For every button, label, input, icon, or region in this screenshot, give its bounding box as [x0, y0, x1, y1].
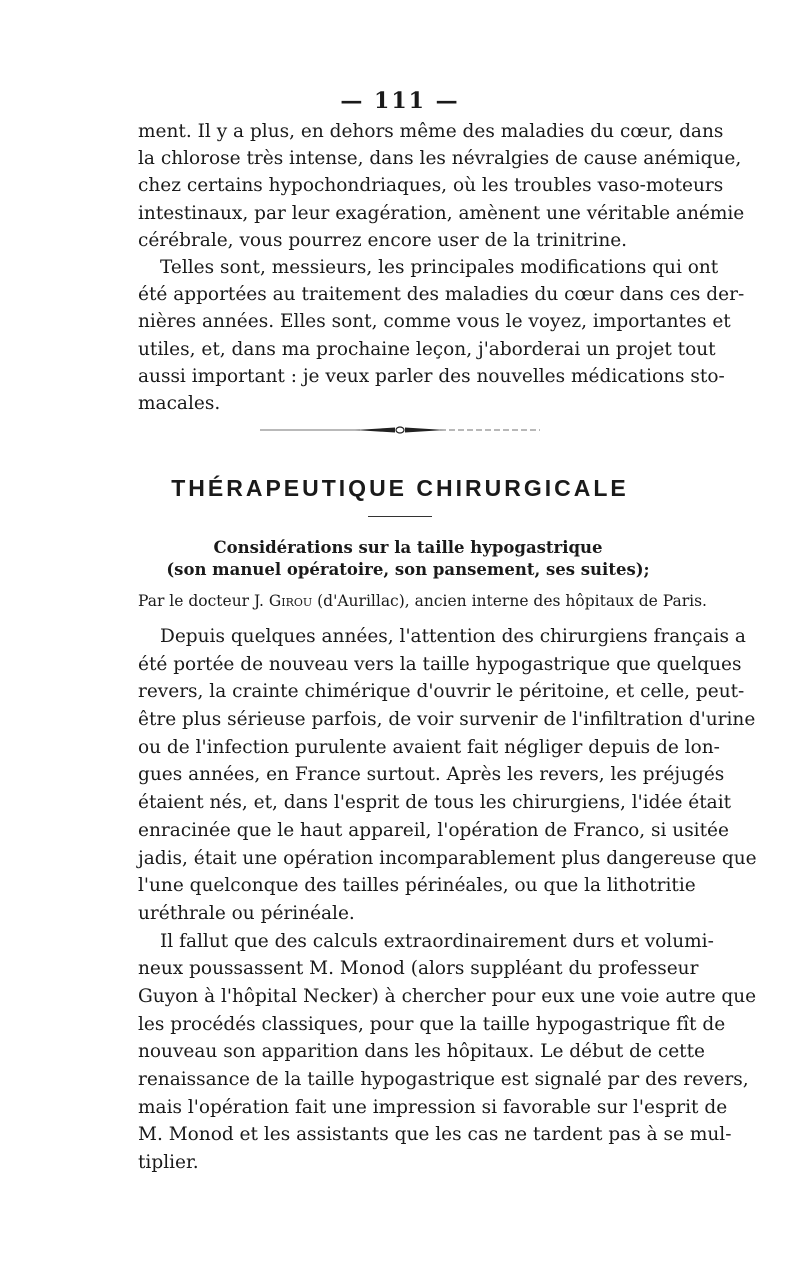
text-line: été apportées au traitement des maladies du cœur dans ces der-	[138, 284, 745, 306]
text-line: chez certains hypochondriaques, où les troubles vaso-moteurs	[138, 175, 724, 197]
section-heading: THÉRAPEUTIQUE CHIRURGICALE	[171, 475, 629, 501]
text-line: macales.	[138, 392, 221, 414]
text-line: intestinaux, par leur exagération, amènent une véritable anémie	[138, 202, 745, 224]
text-line: ment. Il y a plus, en dehors même des maladies du cœur, dans	[138, 121, 724, 142]
text-line: enracinée que le haut appareil, l'opération de Franco, si usitée	[138, 819, 729, 841]
text-line: Guyon à l'hôpital Necker) à chercher pour eux une voie autre que	[138, 985, 757, 1007]
text-line: revers, la crainte chimérique d'ouvrir le péritoine, et celle, peut-	[138, 681, 745, 703]
text-line: les procédés classiques, pour que la taille hypogastrique fît de	[138, 1013, 726, 1035]
page-number: — 111 —	[340, 88, 460, 114]
text-line: renaissance de la taille hypogastrique est signalé par des revers,	[138, 1069, 749, 1090]
text-line: étaient nés, et, dans l'esprit de tous les chirurgiens, l'idée était	[138, 792, 732, 814]
text-line: été portée de nouveau vers la taille hypogastrique que quelques	[138, 653, 742, 675]
text-line: nouveau son apparition dans les hôpitaux. Le début de cette	[138, 1041, 705, 1063]
text-line: tiplier.	[138, 1152, 199, 1174]
text-line: utiles, et, dans ma prochaine leçon, j'aborderai un projet tout	[138, 338, 716, 360]
text-line: neux poussassent M. Monod (alors suppléant du professeur	[138, 958, 699, 980]
text-line: la chlorose très intense, dans les névralgies de cause anémique,	[138, 148, 742, 170]
text-line: Depuis quelques années, l'attention des chirurgiens français a	[160, 626, 746, 647]
article-title-line-1: Considérations sur la taille hypogastrique	[213, 538, 603, 557]
text-line: Il fallut que des calculs extraordinairement durs et volumi-	[160, 930, 714, 952]
text-line: cérébrale, vous pourrez encore user de la trinitrine.	[138, 229, 628, 251]
text-line: mais l'opération fait une impression si favorable sur l'esprit de	[138, 1096, 728, 1118]
text-line: être plus sérieuse parfois, de voir survenir de l'infiltration d'urine	[138, 709, 756, 731]
byline-prefix: Par le docteur J.	[138, 592, 269, 610]
text-line: jadis, était une opération incomparablement plus dangereuse que	[138, 847, 757, 869]
text-line: nières années. Elles sont, comme vous le voyez, importantes et	[138, 311, 731, 333]
text-line: aussi important : je veux parler des nouvelles médications sto-	[138, 365, 725, 387]
byline-author: Girou	[268, 592, 313, 610]
text-line: uréthrale ou périnéale.	[138, 902, 355, 924]
text-line: ou de l'infection purulente avaient fait négliger depuis de lon-	[138, 736, 720, 758]
article-title-line-2: (son manuel opératoire, son pansement, ses suites);	[166, 560, 650, 579]
heading-rule	[368, 516, 432, 517]
ornamental-divider	[260, 424, 540, 436]
text-line: gues années, en France surtout. Après les revers, les préjugés	[138, 764, 725, 786]
byline	[138, 590, 707, 612]
article-body	[138, 623, 757, 1177]
text-line: l'une quelconque des tailles périnéales, ou que la lithotritie	[138, 875, 696, 897]
text-line: Telles sont, messieurs, les principales modifications qui ont	[160, 256, 719, 278]
top-paragraph	[138, 118, 745, 417]
text-line: M. Monod et les assistants que les cas ne tardent pas à se mul-	[138, 1124, 732, 1146]
byline-suffix: (d'Aurillac), ancien interne des hôpitaux de Paris.	[312, 592, 707, 610]
